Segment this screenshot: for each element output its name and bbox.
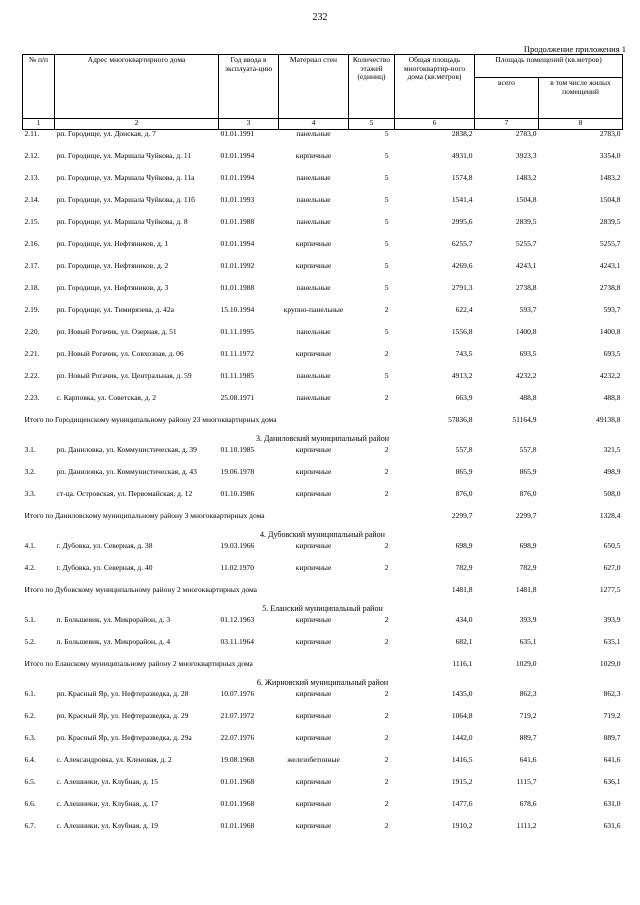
row-number: 3.1. (24, 445, 36, 454)
table-row (23, 468, 623, 490)
row-year: 11.02.1970 (220, 563, 254, 572)
table-row (23, 822, 623, 844)
row-address: с. Александровка, ул. Кленовая, д. 2 (56, 755, 172, 764)
row-premises-living: 889,7 (603, 733, 621, 742)
row-number: 2.11. (24, 129, 40, 138)
table-row (23, 152, 623, 174)
row-year: 10.07.1976 (220, 689, 255, 698)
table-row (23, 306, 623, 328)
total-premises: 1481,8 (515, 585, 537, 594)
row-address: п. Большевик, ул. Микрорайон, д. 4 (56, 637, 171, 646)
row-material: кирпичные (295, 799, 332, 808)
row-total-area: 865,9 (455, 467, 473, 476)
row-total-area: 557,8 (455, 445, 473, 454)
row-number: 6.4. (24, 755, 36, 764)
row-floors: 2 (384, 711, 389, 720)
row-total-area: 2995,6 (451, 217, 473, 226)
column-number: 1 (23, 119, 55, 130)
row-premises-living: 5255,7 (599, 239, 621, 248)
row-premises-living: 2738,8 (599, 283, 621, 292)
row-material: кирпичные (295, 563, 332, 572)
row-premises-total: 2839,5 (515, 217, 537, 226)
row-total-area: 1574,8 (451, 173, 473, 182)
row-premises-living: 1504,8 (599, 195, 621, 204)
row-year: 22.07.1976 (220, 733, 255, 742)
row-floors: 5 (384, 327, 389, 336)
row-material: кирпичные (295, 239, 332, 248)
row-number: 6.1. (24, 689, 36, 698)
row-floors: 5 (384, 261, 389, 270)
row-premises-living: 2839,5 (599, 217, 621, 226)
column-number: 8 (539, 119, 623, 130)
row-premises-total: 557,8 (519, 445, 537, 454)
row-premises-living: 641,6 (603, 755, 621, 764)
row-floors: 2 (384, 689, 389, 698)
row-premises-living: 627,0 (603, 563, 621, 572)
row-floors: 2 (384, 637, 389, 646)
row-premises-living: 321,5 (603, 445, 621, 454)
row-premises-living: 3354,0 (599, 151, 621, 160)
row-premises-total: 865,9 (519, 467, 537, 476)
row-address: рп. Городище, ул. Нефтяников, д. 1 (56, 239, 169, 248)
header-floors: Количество этажей (единиц) (349, 55, 395, 119)
row-year: 01.01.1994 (220, 173, 255, 182)
header-premises-total: всего (475, 78, 539, 119)
row-number: 6.5. (24, 777, 36, 786)
row-total-area: 434,0 (455, 615, 473, 624)
row-premises-total: 693,5 (519, 349, 537, 358)
row-number: 3.2. (24, 467, 36, 476)
table-body (23, 130, 623, 845)
row-number: 2.18. (24, 283, 40, 292)
row-number: 4.2. (24, 563, 36, 572)
row-total-area: 1541,4 (451, 195, 473, 204)
row-material: кирпичные (295, 615, 332, 624)
row-material: панельные (296, 371, 331, 380)
table-row (23, 734, 623, 756)
row-number: 2.14. (24, 195, 40, 204)
row-material: кирпичные (295, 151, 332, 160)
row-premises-total: 698,9 (519, 541, 537, 550)
row-address: рп. Городище, ул. Маршала Чуйкова, д. 11а (56, 173, 195, 182)
row-total-area: 4269,6 (451, 261, 473, 270)
row-floors: 5 (384, 129, 389, 138)
row-floors: 2 (384, 393, 389, 402)
column-number: 6 (395, 119, 475, 130)
row-floors: 5 (384, 195, 389, 204)
row-year: 03.11.1964 (220, 637, 254, 646)
row-year: 19.06.1978 (220, 467, 255, 476)
table-row (23, 262, 623, 284)
row-material: панельные (296, 283, 331, 292)
row-premises-total: 876,0 (519, 489, 537, 498)
row-premises-living: 636,1 (603, 777, 621, 786)
row-premises-living: 631,6 (603, 821, 621, 830)
continuation-note: Продолжение приложения 1 (523, 44, 626, 54)
row-number: 6.7. (24, 821, 36, 830)
row-material: кирпичные (295, 541, 332, 550)
row-total-area: 622,4 (455, 305, 473, 314)
row-total-area: 2838,2 (451, 129, 473, 138)
row-premises-total: 593,7 (519, 305, 537, 314)
row-total-area: 6255,7 (451, 239, 473, 248)
total-row (23, 416, 623, 434)
total-area: 2299,7 (451, 511, 473, 520)
row-address: рп. Новый Рогачик, ул. Центральная, д. 59 (56, 371, 192, 380)
row-number: 2.23. (24, 393, 40, 402)
row-year: 01.11.1985 (220, 371, 254, 380)
total-label: Итого по Городищенскому муниципальному району 23 многоквартирных дома (24, 415, 277, 424)
total-living: 1328,4 (599, 511, 621, 520)
row-total-area: 1064,8 (451, 711, 473, 720)
row-address: с. Алешники, ул. Клубная, д. 17 (56, 799, 159, 808)
row-premises-total: 488,8 (519, 393, 537, 402)
row-premises-living: 719,2 (603, 711, 621, 720)
row-material: кирпичные (295, 711, 332, 720)
row-address: рп. Красный Яр, ул. Нефтеразведка, д. 29 (56, 711, 189, 720)
row-address: рп. Новый Рогачик, ул. Озерная, д. 51 (56, 327, 177, 336)
row-floors: 5 (384, 239, 389, 248)
row-premises-living: 650,5 (603, 541, 621, 550)
row-premises-living: 631,0 (603, 799, 621, 808)
row-material: панельные (296, 327, 331, 336)
row-material: кирпичные (295, 489, 332, 498)
row-total-area: 2791,3 (451, 283, 473, 292)
table-row (23, 218, 623, 240)
row-material: кирпичные (295, 261, 332, 270)
row-total-area: 782,9 (455, 563, 473, 572)
row-year: 01.01.1988 (220, 217, 255, 226)
row-floors: 5 (384, 173, 389, 182)
row-number: 2.19. (24, 305, 40, 314)
row-material: кирпичные (295, 733, 332, 742)
row-floors: 2 (384, 489, 389, 498)
section-title: 4. Дубовский муниципальный район (260, 530, 385, 539)
row-floors: 5 (384, 217, 389, 226)
row-material: панельные (296, 195, 331, 204)
table-row (23, 712, 623, 734)
header-premises-living: в том числе жилых помещений (539, 78, 623, 119)
row-material: панельные (296, 393, 331, 402)
section-title: 5. Еланский муниципальный район (262, 604, 383, 613)
row-total-area: 663,9 (455, 393, 473, 402)
header-address: Адрес многоквартирного дома (55, 55, 219, 119)
table-row (23, 446, 623, 468)
row-number: 2.20. (24, 327, 40, 336)
row-premises-living: 593,7 (603, 305, 621, 314)
row-material: кирпичные (295, 637, 332, 646)
table-row (23, 564, 623, 586)
column-number: 3 (219, 119, 279, 130)
row-floors: 2 (384, 563, 389, 572)
column-number: 5 (349, 119, 395, 130)
row-premises-total: 678,6 (519, 799, 537, 808)
row-material: кирпичные (295, 445, 332, 454)
row-address: рп. Городище, ул. Донская, д. 7 (56, 129, 156, 138)
row-floors: 5 (384, 371, 389, 380)
row-floors: 2 (384, 349, 389, 358)
row-total-area: 4931,0 (451, 151, 473, 160)
row-floors: 2 (384, 733, 389, 742)
row-premises-total: 719,2 (519, 711, 537, 720)
row-year: 01.01.1991 (220, 129, 255, 138)
total-premises: 51164,9 (512, 415, 537, 424)
row-floors: 2 (384, 821, 389, 830)
row-year: 01.01.1988 (220, 283, 255, 292)
row-year: 01.01.1968 (220, 799, 255, 808)
row-premises-total: 4243,1 (515, 261, 537, 270)
table-row (23, 778, 623, 800)
row-total-area: 1442,0 (451, 733, 473, 742)
total-row (23, 660, 623, 678)
row-material: кирпичные (295, 821, 332, 830)
row-floors: 2 (384, 799, 389, 808)
row-total-area: 1416,5 (451, 755, 473, 764)
section-title: 6. Жирновский муниципальный район (256, 678, 389, 687)
row-address: п. Большевик, ул. Микрорайон, д. 3 (56, 615, 171, 624)
row-premises-total: 1111,2 (516, 821, 537, 830)
total-living: 1029,0 (599, 659, 621, 668)
row-premises-living: 393,9 (603, 615, 621, 624)
row-total-area: 1910,2 (451, 821, 473, 830)
row-year: 01.01.1968 (220, 777, 255, 786)
row-premises-living: 4243,1 (599, 261, 621, 270)
row-number: 2.12. (24, 151, 40, 160)
table-row (23, 394, 623, 416)
row-year: 19.03.1966 (220, 541, 255, 550)
row-number: 2.22. (24, 371, 40, 380)
table-row (23, 240, 623, 262)
row-floors: 5 (384, 151, 389, 160)
row-address: с. Алешники, ул. Клубная, д. 19 (56, 821, 159, 830)
row-address: рп. Городище, ул. Тимирязева, д. 42а (56, 305, 174, 314)
header-material: Материал стен (279, 55, 349, 119)
row-premises-total: 2738,8 (515, 283, 537, 292)
row-address: г. Дубовка, ул. Северная, д. 38 (56, 541, 153, 550)
row-premises-living: 498,9 (603, 467, 621, 476)
row-address: рп. Городище, ул. Маршала Чуйкова, д. 11б (56, 195, 195, 204)
row-number: 6.3. (24, 733, 36, 742)
total-row (23, 586, 623, 604)
row-year: 15.10.1994 (220, 305, 255, 314)
row-material: кирпичные (295, 467, 332, 476)
row-total-area: 1915,2 (451, 777, 473, 786)
row-floors: 2 (384, 777, 389, 786)
section-title: 3. Даниловский муниципальный район (255, 434, 390, 443)
column-number: 4 (279, 119, 349, 130)
total-living: 49138,8 (596, 415, 621, 424)
total-row (23, 512, 623, 530)
row-total-area: 4913,2 (451, 371, 473, 380)
page-number: 232 (312, 12, 328, 23)
row-premises-total: 1115,7 (516, 777, 537, 786)
header-year: Год ввода в эксплуата-цию (219, 55, 279, 119)
table-header (23, 55, 623, 130)
row-number: 5.2. (24, 637, 36, 646)
row-floors: 2 (384, 541, 389, 550)
row-total-area: 682,1 (455, 637, 473, 646)
row-premises-total: 393,9 (519, 615, 537, 624)
row-premises-living: 508,0 (603, 489, 621, 498)
row-floors: 2 (384, 467, 389, 476)
row-year: 01.01.1994 (220, 151, 255, 160)
total-label: Итого по Еланскому муниципальному району 2 многоквартирных дома (24, 659, 253, 668)
row-year: 21.07.1972 (220, 711, 255, 720)
row-year: 19.08.1968 (220, 755, 255, 764)
table-row (23, 690, 623, 712)
row-year: 01.12.1963 (220, 615, 255, 624)
column-number: 7 (475, 119, 539, 130)
row-premises-total: 3923,3 (515, 151, 537, 160)
row-address: рп. Городище, ул. Нефтяников, д. 2 (56, 261, 169, 270)
row-material: кирпичные (295, 689, 332, 698)
row-floors: 2 (384, 615, 389, 624)
row-number: 2.15. (24, 217, 40, 226)
row-address: рп. Городище, ул. Нефтяников, д. 3 (56, 283, 169, 292)
table-row (23, 490, 623, 512)
row-year: 25.08.1971 (220, 393, 255, 402)
row-number: 2.13. (24, 173, 40, 182)
row-address: рп. Новый Рогачик, ул. Совхозная, д. 06 (56, 349, 184, 358)
row-total-area: 1435,0 (451, 689, 473, 698)
row-floors: 2 (384, 755, 389, 764)
row-year: 01.11.1972 (220, 349, 254, 358)
row-material: кирпичные (295, 777, 332, 786)
row-premises-living: 1400,8 (599, 327, 621, 336)
table-row (23, 616, 623, 638)
table-row (23, 196, 623, 218)
row-year: 01.11.1995 (220, 327, 254, 336)
row-premises-total: 862,3 (519, 689, 537, 698)
table-row (23, 756, 623, 778)
row-total-area: 1477,6 (451, 799, 473, 808)
header-total-area: Общая площадь многоквартир-ного дома (кв.метров) (395, 55, 475, 119)
table-row (23, 284, 623, 306)
row-number: 4.1. (24, 541, 36, 550)
total-premises: 1029,0 (515, 659, 537, 668)
row-premises-living: 693,5 (603, 349, 621, 358)
row-premises-living: 1483,2 (599, 173, 621, 182)
housing-table (22, 54, 623, 844)
row-premises-living: 488,8 (603, 393, 621, 402)
row-premises-living: 2783,0 (599, 129, 621, 138)
table-row (23, 328, 623, 350)
row-year: 01.01.1968 (220, 821, 255, 830)
row-premises-living: 4232,2 (599, 371, 621, 380)
row-floors: 2 (384, 305, 389, 314)
row-address: рп. Красный Яр, ул. Нефтеразведка, д. 28 (56, 689, 189, 698)
row-premises-total: 1483,2 (515, 173, 537, 182)
row-address: с. Алешники, ул. Клубная, д. 15 (56, 777, 159, 786)
row-number: 6.6. (24, 799, 36, 808)
total-label: Итого по Даниловскому муниципальному району 3 многоквартирных дома (24, 511, 265, 520)
row-material: кирпичные (295, 349, 332, 358)
row-address: с. Карповка, ул. Советская, д. 2 (56, 393, 157, 402)
row-address: рп. Красный Яр, ул. Нефтеразведка, д. 29а (56, 733, 192, 742)
row-premises-total: 1400,8 (515, 327, 537, 336)
row-number: 6.2. (24, 711, 36, 720)
table-row (23, 638, 623, 660)
row-floors: 2 (384, 445, 389, 454)
row-premises-total: 782,9 (519, 563, 537, 572)
table-row (23, 542, 623, 564)
row-total-area: 1556,8 (451, 327, 473, 336)
column-numbers-row (23, 119, 623, 130)
total-premises: 2299,7 (515, 511, 537, 520)
row-total-area: 743,5 (455, 349, 473, 358)
row-address: г. Дубовка, ул. Северная, д. 40 (56, 563, 153, 572)
row-premises-living: 862,3 (603, 689, 621, 698)
row-premises-total: 641,6 (519, 755, 537, 764)
row-floors: 5 (384, 283, 389, 292)
row-premises-total: 889,7 (519, 733, 537, 742)
row-address: рп. Городище, ул. Маршала Чуйкова, д. 8 (56, 217, 188, 226)
row-premises-living: 635,1 (603, 637, 621, 646)
row-premises-total: 2783,0 (515, 129, 537, 138)
row-address: рп. Даниловка, ул. Коммунистическая, д. 43 (56, 467, 197, 476)
row-total-area: 876,0 (455, 489, 473, 498)
total-area: 1481,8 (451, 585, 473, 594)
row-number: 3.3. (24, 489, 36, 498)
row-year: 01.01.1993 (220, 195, 255, 204)
row-address: рп. Даниловка, ул. Коммунистическая, д. 39 (56, 445, 197, 454)
row-material: крупно-панельные (283, 305, 344, 314)
total-area: 1116,1 (452, 659, 473, 668)
row-premises-total: 5255,7 (515, 239, 537, 248)
column-number: 2 (55, 119, 219, 130)
table-row (23, 350, 623, 372)
total-living: 1277,5 (599, 585, 621, 594)
row-material: панельные (296, 129, 331, 138)
row-year: 01.01.1994 (220, 239, 255, 248)
row-address: ст-ца. Островская, ул. Первомайская, д. 12 (56, 489, 193, 498)
row-total-area: 698,9 (455, 541, 473, 550)
total-label: Итого по Дубовскому муниципальному району 2 многоквартирных дома (24, 585, 257, 594)
row-number: 2.21. (24, 349, 40, 358)
table-row (23, 372, 623, 394)
row-premises-total: 1504,8 (515, 195, 537, 204)
row-premises-total: 4232,2 (515, 371, 537, 380)
row-material: железобетонные (287, 755, 340, 764)
row-year: 01.10.1985 (220, 445, 255, 454)
table-row (23, 800, 623, 822)
table-row (23, 174, 623, 196)
header-num: № п/п (23, 55, 55, 119)
row-number: 5.1. (24, 615, 36, 624)
row-year: 01.01.1992 (220, 261, 255, 270)
row-number: 2.16. (24, 239, 40, 248)
row-material: панельные (296, 217, 331, 226)
row-premises-total: 635,1 (519, 637, 537, 646)
row-number: 2.17. (24, 261, 40, 270)
row-year: 01.10.1986 (220, 489, 255, 498)
row-address: рп. Городище, ул. Маршала Чуйкова, д. 11 (56, 151, 192, 160)
row-material: панельные (296, 173, 331, 182)
total-area: 57836,8 (448, 415, 473, 424)
header-premises-area: Площадь помещений (кв.метров) (475, 55, 623, 78)
table-row (23, 130, 623, 153)
